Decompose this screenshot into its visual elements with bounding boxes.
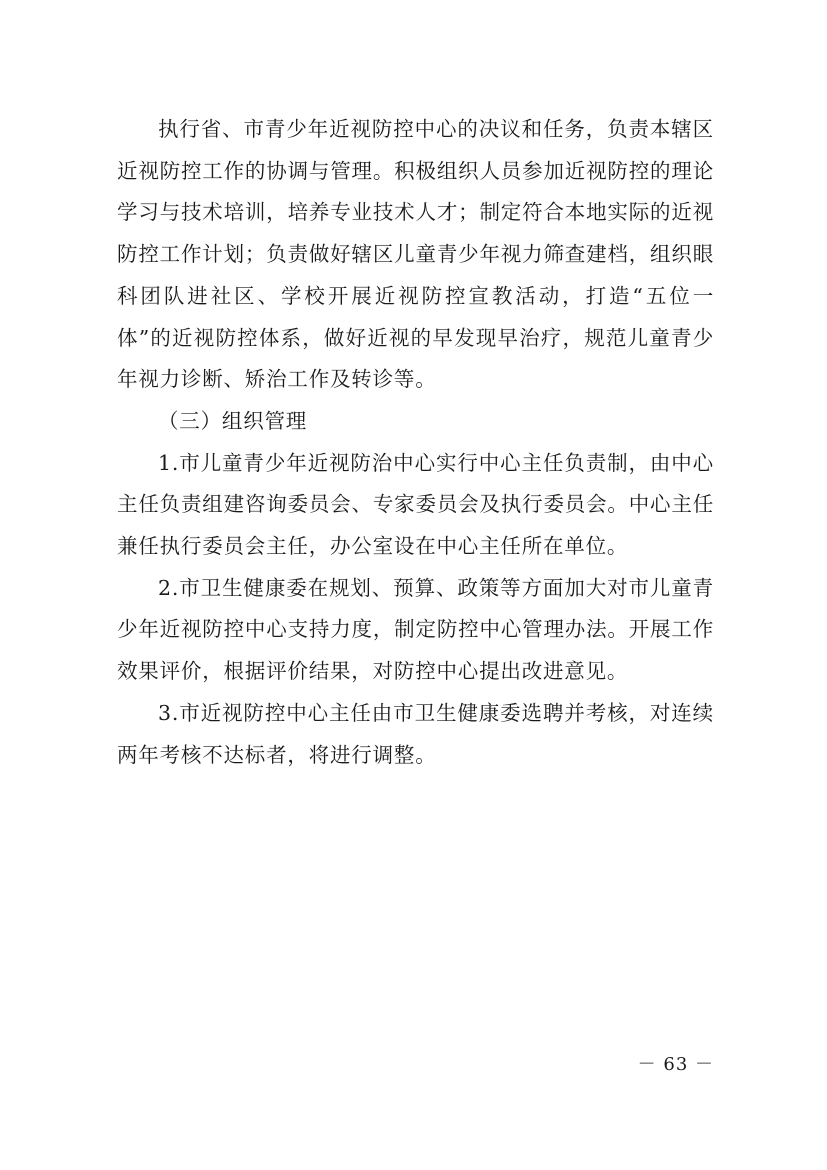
body-paragraph: 执行省、市青少年近视防控中心的决议和任务，负责本辖区近视防控工作的协调与管理。积极组织人员参加近视防控的理论学习与技术培训，培养专业技术人才；制定符合本地实际的近视防控工作计划；负责做好辖区儿童青少年视力筛查建档，组织眼科团队进社区、学校开展近视防控宣教活动，打造“五位一体”的近视防控体系，做好近视的早发现早治疗，规范儿童青少年视力诊断、矫治工作及转诊等。 bbox=[117, 117, 714, 392]
numbered-item-2: 2.市卫生健康委在规划、预算、政策等方面加大对市儿童青少年近视防控中心支持力度，制定防控中心管理办法。开展工作效果评价，根据评价结果，对防控中心提出改进意见。 bbox=[117, 575, 714, 684]
document-body bbox=[117, 109, 714, 776]
section-heading: （三）组织管理 bbox=[158, 408, 308, 433]
numbered-item-3: 3.市近视防控中心主任由市卫生健康委选聘并考核，对连续两年考核不达标者，将进行调整。 bbox=[117, 700, 714, 767]
page-number: － 63 － bbox=[637, 1054, 714, 1075]
numbered-item-1: 1.市儿童青少年近视防治中心实行中心主任负责制，由中心主任负责组建咨询委员会、专家委员会及执行委员会。中心主任兼任执行委员会主任，办公室设在中心主任所在单位。 bbox=[117, 450, 714, 559]
